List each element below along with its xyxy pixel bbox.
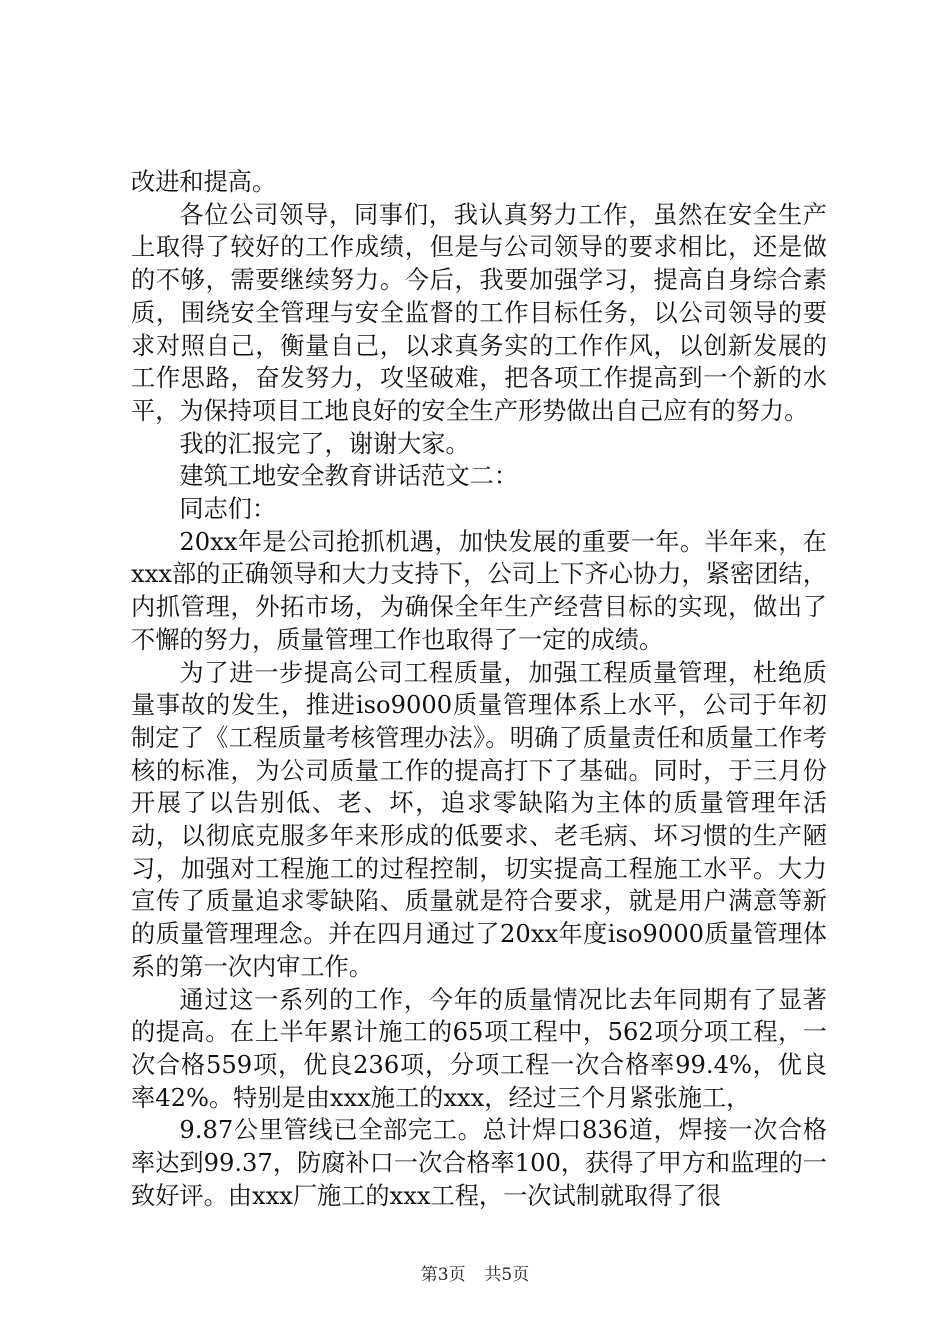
page-number: 第3页 bbox=[420, 1265, 466, 1285]
paragraph-9: 9.87公里管线已全部完工。总计焊口836道，焊接一次合格率达到99.37，防腐补口一次合格率100，获得了甲方和监理的一致好评。由xxx厂施工的xxx工程，一次试制就取得了很 bbox=[131, 1116, 827, 1210]
paragraph-2: 各位公司领导，同事们，我认真努力工作，虽然在安全生产上取得了较好的工作成绩，但是与公司领导的要求相比，还是做的不够，需要继续努力。今后，我要加强学习，提高自身综合素质，围绕安全管理与安全监督的工作目标任务，以公司领导的要求对照自己，衡量自己，以求真务实的工作作风，以创新发展的工作思路，奋发努力，攻坚破难，把各项工作提高到一个新的水平，为保持项目工地良好的安全生产形势做出自己应有的努力。 bbox=[131, 200, 827, 425]
salutation: 同志们： bbox=[179, 495, 277, 524]
page-total: 共5页 bbox=[484, 1265, 530, 1285]
paragraph-1: 改进和提高。 bbox=[131, 168, 277, 196]
paragraph-7: 为了进一步提高公司工程质量，加强工程质量管理，杜绝质量事故的发生，推进iso9000质量管理体系上水平，公司于年初制定了《工程质量考核管理办法》。明确了质量责任和质量工作考核的标准，为公司质量工作的提高打下了基础。同时，于三月份开展了以告别低、老、坏，追求零缺陷为主体的质量管理年活动，以彻底克服多年来形成的低要求、老毛病、坏习惯的生产陋习，加强对工程施工的过程控制，切实提高工程施工水平。大力宣传了质量追求零缺陷、质量就是符合要求，就是用户满意等新的质量管理理念。并在四月通过了20xx年度iso9000质量管理体系的第一次内审工作。 bbox=[131, 658, 827, 981]
paragraph-3: 我的汇报完了，谢谢大家。 bbox=[179, 429, 470, 458]
paragraph-8: 通过这一系列的工作，今年的质量情况比去年同期有了显著的提高。在上半年累计施工的65项工程中，562项分项工程，一次合格559项，优良236项，分项工程一次合格率99.4%，优良率42%。特别是由xxx施工的xxx，经过三个月紧张施工， bbox=[131, 985, 827, 1112]
paragraph-6: 20xx年是公司抢抓机遇，加快发展的重要一年。半年来，在xxx部的正确领导和大力支持下，公司上下齐心协力，紧密团结，内抓管理，外拓市场，为确保全年生产经营目标的实现，做出了不懈的努力，质量管理工作也取得了一定的成绩。 bbox=[131, 527, 827, 654]
section-heading: 建筑工地安全教育讲话范文二： bbox=[179, 462, 519, 491]
page-footer bbox=[0, 1260, 950, 1285]
document-body bbox=[131, 166, 827, 1213]
